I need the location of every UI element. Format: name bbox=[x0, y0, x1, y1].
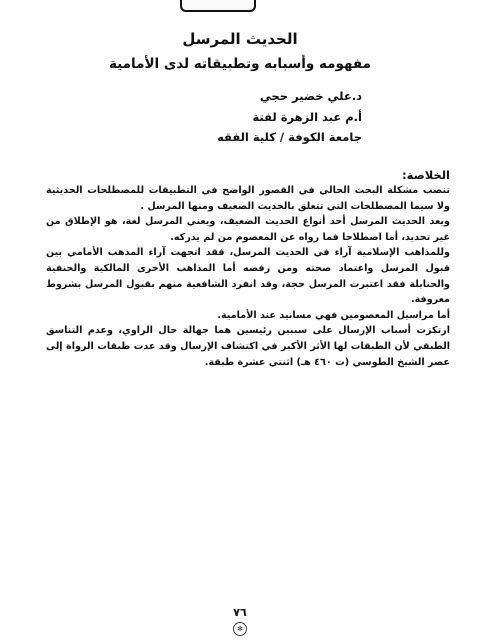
author-name-1: د.علي خضير حجي bbox=[259, 89, 362, 103]
page-title: الحديث المرسل bbox=[182, 30, 298, 48]
abstract-heading: الخلاصة: bbox=[402, 168, 450, 182]
page-number: ٧٦ bbox=[233, 606, 247, 619]
abstract-paragraph: أما مراسيل المعصومين فهي مسانيد عند الأمامية. bbox=[217, 309, 450, 321]
abstract-paragraph: ارتكزت أسباب الإرسال على سببين رئيسين هما جهالة حال الراوي، وعدم التناسق الطبقي لأن الطبقات لها الأثر الأكبر في اكتشاف الإرسال وقد عدت طبقات الرواة إلى عصر الشيخ الطوسي (ت ٤٦٠ هـ) اثنتي عشرة طبقة. bbox=[46, 325, 450, 368]
author-name-2: أ.م عبد الزهرة لفتة bbox=[252, 110, 362, 124]
page-tab-mark bbox=[180, 0, 256, 12]
abstract-paragraph: وللمذاهب الإسلامية آراء في الحديث المرسل، فقد اتجهت آراء المذهب الأمامي بين قبول المرسل واعتماد صحته ومن رفضه أما المذاهب الأخرى المالكية والحنفية والحنابلة فقد اعتبرت المرسل حجة، وقد انفرد الشافعية منهم بقبول المرسل بشروط معروفة. bbox=[46, 247, 450, 306]
seal-icon: ✻ bbox=[233, 622, 247, 636]
abstract-body bbox=[46, 183, 450, 370]
abstract-paragraph: تنصب مشكلة البحث الحالي في القصور الواضح في التطبيقات للمصطلحات الحديثية ولا سيما المصطلحات التي تتعلق بالحديث الضعيف ومنها المرسل . bbox=[46, 185, 450, 212]
abstract-paragraph: ويعد الحديث المرسل أحد أنواع الحديث الضعيف، ويعني المرسل لغة، هو الإطلاق من غير تحديد، أما اصطلاحا فما رواه عن المعصوم من لم يدركه. bbox=[46, 216, 450, 243]
author-affiliation: جامعة الكوفة / كلية الفقه bbox=[217, 130, 362, 144]
page-subtitle: مفهومه وأسبابه وتطبيقاته لدى الأمامية bbox=[108, 56, 371, 72]
